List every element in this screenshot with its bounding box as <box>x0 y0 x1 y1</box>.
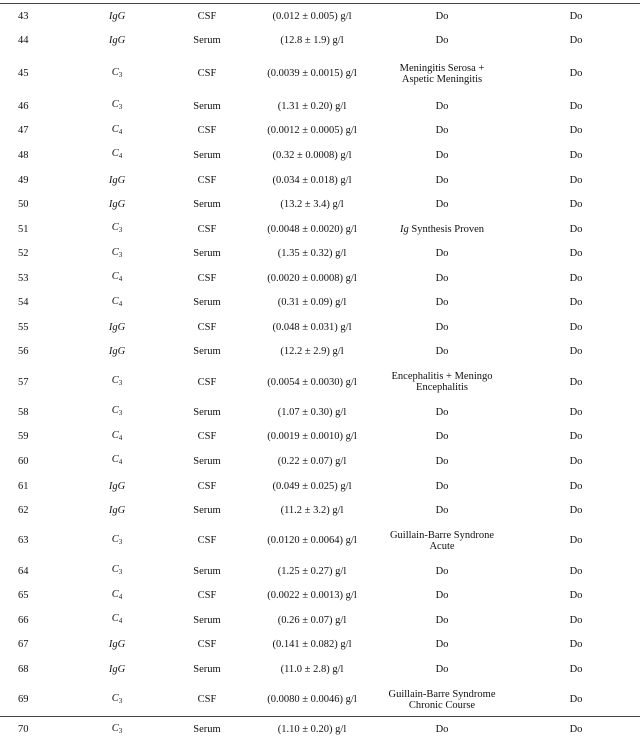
row-number: 68 <box>18 663 29 675</box>
table-row <box>0 632 640 657</box>
table-row <box>0 657 640 682</box>
table-row <box>0 168 640 193</box>
component-base: C <box>111 533 119 545</box>
component-subscript: 3 <box>118 70 123 79</box>
table-row <box>0 364 640 400</box>
component-subscript: 4 <box>118 433 123 442</box>
component-base: C <box>111 405 119 417</box>
concentration: (12.8 ± 1.9) g/l <box>280 35 344 47</box>
reference: Do <box>569 248 583 260</box>
row-number: 56 <box>18 346 29 358</box>
component-subscript: 4 <box>118 152 123 161</box>
diagnosis: Do <box>435 35 449 47</box>
concentration: (0.034 ± 0.018) g/l <box>272 174 352 186</box>
component-subscript: 4 <box>118 592 123 601</box>
table-row <box>0 4 640 29</box>
diagnosis: Meningitis Serosa + Aspetic Meningitis <box>399 62 485 85</box>
sample-type: CSF <box>197 639 217 651</box>
diagnosis: Do <box>435 321 449 333</box>
table-row <box>0 315 640 340</box>
sample-type: CSF <box>197 321 217 333</box>
row-number: 60 <box>18 455 29 467</box>
row-number: 47 <box>18 125 29 137</box>
component-subscript: 3 <box>118 226 123 235</box>
component-subscript: 3 <box>118 726 123 735</box>
component-subscript: 4 <box>118 127 123 136</box>
table-row <box>0 192 640 217</box>
row-number: 52 <box>18 248 29 260</box>
sample-type: CSF <box>197 590 217 602</box>
reference: Do <box>569 590 583 602</box>
component-subscript: 3 <box>118 103 123 112</box>
reference: Do <box>569 406 583 418</box>
sample-type: Serum <box>193 505 221 517</box>
sample-type: CSF <box>197 10 217 22</box>
table-row <box>0 94 640 119</box>
component: IgG <box>108 639 126 651</box>
row-number: 45 <box>18 68 29 80</box>
table-row <box>0 29 640 54</box>
component-subscript: 4 <box>118 617 123 626</box>
sample-type: CSF <box>197 125 217 137</box>
table-row <box>0 474 640 499</box>
sample-type: CSF <box>197 376 217 388</box>
component <box>72 53 162 94</box>
component-subscript: 4 <box>118 275 123 284</box>
diagnosis <box>372 217 512 242</box>
diagnosis: Do <box>435 248 449 260</box>
concentration: (0.0120 ± 0.0064) g/l <box>267 535 357 547</box>
diagnosis: Do <box>435 10 449 22</box>
table-row <box>0 266 640 291</box>
concentration: (0.0022 ± 0.0013) g/l <box>267 590 357 602</box>
table-row <box>0 425 640 450</box>
component: IgG <box>108 35 126 47</box>
component: IgG <box>108 10 126 22</box>
row-number: 54 <box>18 297 29 309</box>
concentration: (1.31 ± 0.20) g/l <box>277 100 347 112</box>
concentration: (1.10 ± 0.20) g/l <box>277 724 347 736</box>
row-number: 48 <box>18 149 29 161</box>
sample-type: Serum <box>193 455 221 467</box>
diagnosis: Do <box>435 590 449 602</box>
concentration: (0.0019 ± 0.0010) g/l <box>267 431 357 443</box>
row-number: 67 <box>18 639 29 651</box>
reference: Do <box>569 376 583 388</box>
concentration: (1.07 ± 0.30) g/l <box>277 406 347 418</box>
concentration: (0.012 ± 0.005) g/l <box>272 10 352 22</box>
component <box>72 400 162 425</box>
table-row <box>0 119 640 144</box>
table-row <box>0 217 640 242</box>
reference: Do <box>569 565 583 577</box>
component <box>72 682 162 718</box>
concentration: (11.2 ± 3.2) g/l <box>280 505 344 517</box>
row-number: 58 <box>18 406 29 418</box>
component <box>72 718 162 742</box>
concentration: (0.0020 ± 0.0008) g/l <box>267 272 357 284</box>
row-number: 44 <box>18 35 29 47</box>
component-base: C <box>111 148 119 160</box>
diagnosis: Do <box>435 614 449 626</box>
row-number: 43 <box>18 10 29 22</box>
component: IgG <box>108 174 126 186</box>
component-subscript: 3 <box>118 568 123 577</box>
table-row <box>0 53 640 94</box>
sample-type: Serum <box>193 199 221 211</box>
row-number: 51 <box>18 223 29 235</box>
concentration: (11.0 ± 2.8) g/l <box>280 663 344 675</box>
table-row <box>0 498 640 523</box>
diagnosis: Do <box>435 724 449 736</box>
diagnosis: Do <box>435 125 449 137</box>
component <box>72 425 162 450</box>
diagnosis: Do <box>435 199 449 211</box>
component <box>72 364 162 400</box>
diagnosis: Do <box>435 297 449 309</box>
component: IgG <box>108 480 126 492</box>
diagnosis: Do <box>435 406 449 418</box>
diagnosis: Do <box>435 149 449 161</box>
diagnosis: Do <box>435 565 449 577</box>
reference: Do <box>569 724 583 736</box>
component-base: C <box>111 99 119 111</box>
reference: Do <box>569 346 583 358</box>
reference: Do <box>569 321 583 333</box>
diagnosis: Do <box>435 272 449 284</box>
reference: Do <box>569 639 583 651</box>
row-number: 61 <box>18 480 29 492</box>
component <box>72 559 162 584</box>
component <box>72 583 162 608</box>
sample-type: Serum <box>193 149 221 161</box>
component <box>72 449 162 474</box>
sample-type: Serum <box>193 724 221 736</box>
row-number: 49 <box>18 174 29 186</box>
component: IgG <box>108 321 126 333</box>
component-base: C <box>111 613 119 625</box>
component-subscript: 3 <box>118 379 123 388</box>
component: IgG <box>108 199 126 211</box>
diagnosis: Do <box>435 505 449 517</box>
component <box>72 523 162 559</box>
concentration: (1.25 ± 0.27) g/l <box>277 565 347 577</box>
table-row <box>0 718 640 742</box>
row-number: 69 <box>18 694 29 706</box>
reference: Do <box>569 10 583 22</box>
reference: Do <box>569 614 583 626</box>
bottom-rule <box>0 716 640 717</box>
table-row <box>0 682 640 718</box>
sample-type: Serum <box>193 406 221 418</box>
reference: Do <box>569 455 583 467</box>
component: IgG <box>108 663 126 675</box>
component-base: C <box>111 271 119 283</box>
component-base: C <box>111 429 119 441</box>
reference: Do <box>569 199 583 211</box>
diagnosis: Do <box>435 663 449 675</box>
reference: Do <box>569 297 583 309</box>
concentration: (0.22 ± 0.07) g/l <box>277 455 347 467</box>
reference: Do <box>569 480 583 492</box>
component-subscript: 3 <box>118 696 123 705</box>
sample-type: Serum <box>193 614 221 626</box>
table-row <box>0 523 640 559</box>
diagnosis: Do <box>435 174 449 186</box>
sample-type: CSF <box>197 535 217 547</box>
component <box>72 217 162 242</box>
component <box>72 143 162 168</box>
component <box>72 241 162 266</box>
concentration: (0.26 ± 0.07) g/l <box>277 614 347 626</box>
row-number: 66 <box>18 614 29 626</box>
component-base: C <box>111 123 119 135</box>
row-number: 63 <box>18 535 29 547</box>
table-body <box>0 4 640 742</box>
concentration: (0.0012 ± 0.0005) g/l <box>267 125 357 137</box>
reference: Do <box>569 663 583 675</box>
component-subscript: 3 <box>118 537 123 546</box>
reference: Do <box>569 68 583 80</box>
component <box>72 290 162 315</box>
concentration: (0.049 ± 0.025) g/l <box>272 480 352 492</box>
table-row <box>0 290 640 315</box>
sample-type: CSF <box>197 223 217 235</box>
sample-type: Serum <box>193 565 221 577</box>
sample-type: CSF <box>197 480 217 492</box>
concentration: (0.0048 ± 0.0020) g/l <box>267 223 357 235</box>
table-row <box>0 449 640 474</box>
component-subscript: 3 <box>118 409 123 418</box>
diagnosis-text: Synthesis Proven <box>408 223 484 235</box>
component <box>72 94 162 119</box>
reference: Do <box>569 535 583 547</box>
diagnosis-ig: Ig <box>399 223 409 235</box>
component-base: C <box>111 564 119 576</box>
component: IgG <box>108 346 126 358</box>
reference: Do <box>569 431 583 443</box>
reference: Do <box>569 694 583 706</box>
component-base: C <box>111 588 119 600</box>
component-subscript: 4 <box>118 299 123 308</box>
diagnosis: Do <box>435 455 449 467</box>
diagnosis: Do <box>435 431 449 443</box>
component-base: C <box>111 222 119 234</box>
sample-type: CSF <box>197 272 217 284</box>
diagnosis: Encephalitis + Meningo Encephalitis <box>391 371 493 394</box>
component-subscript: 4 <box>118 458 123 467</box>
component-base: C <box>111 692 119 704</box>
concentration: (0.048 ± 0.031) g/l <box>272 321 352 333</box>
reference: Do <box>569 125 583 137</box>
sample-type: Serum <box>193 346 221 358</box>
concentration: (0.31 ± 0.09) g/l <box>277 297 347 309</box>
reference: Do <box>569 223 583 235</box>
sample-type: Serum <box>193 663 221 675</box>
sample-type: CSF <box>197 174 217 186</box>
reference: Do <box>569 272 583 284</box>
component-base: C <box>111 66 119 78</box>
diagnosis: Do <box>435 100 449 112</box>
row-number: 57 <box>18 376 29 388</box>
component <box>72 608 162 633</box>
reference: Do <box>569 174 583 186</box>
data-table <box>0 4 640 742</box>
diagnosis: Do <box>435 639 449 651</box>
table-row <box>0 608 640 633</box>
sample-type: CSF <box>197 431 217 443</box>
table-row <box>0 559 640 584</box>
row-number: 50 <box>18 199 29 211</box>
concentration: (12.2 ± 2.9) g/l <box>280 346 344 358</box>
table-row <box>0 400 640 425</box>
concentration: (0.0080 ± 0.0046) g/l <box>267 694 357 706</box>
diagnosis: Guillain-Barre Syndrone Acute <box>389 529 495 552</box>
sample-type: Serum <box>193 100 221 112</box>
component-subscript: 3 <box>118 250 123 259</box>
row-number: 46 <box>18 100 29 112</box>
component: IgG <box>108 505 126 517</box>
reference: Do <box>569 35 583 47</box>
sample-type: CSF <box>197 694 217 706</box>
concentration: (0.0039 ± 0.0015) g/l <box>267 68 357 80</box>
component-base: C <box>111 295 119 307</box>
concentration: (0.0054 ± 0.0030) g/l <box>267 376 357 388</box>
sample-type: Serum <box>193 248 221 260</box>
table-row <box>0 340 640 365</box>
diagnosis: Guillain-Barre Syndrome Chronic Course <box>388 688 496 711</box>
table-row <box>0 583 640 608</box>
component-base: C <box>111 375 119 387</box>
reference: Do <box>569 100 583 112</box>
component <box>72 119 162 144</box>
sample-type: CSF <box>197 68 217 80</box>
table-row <box>0 143 640 168</box>
row-number: 55 <box>18 321 29 333</box>
row-number: 53 <box>18 272 29 284</box>
sample-type: Serum <box>193 297 221 309</box>
row-number: 59 <box>18 431 29 443</box>
component-base: C <box>111 722 119 734</box>
row-number: 65 <box>18 590 29 602</box>
diagnosis: Do <box>435 480 449 492</box>
table-row <box>0 241 640 266</box>
concentration: (1.35 ± 0.32) g/l <box>277 248 347 260</box>
concentration: (13.2 ± 3.4) g/l <box>280 199 344 211</box>
component <box>72 266 162 291</box>
concentration: (0.141 ± 0.082) g/l <box>272 639 352 651</box>
row-number: 62 <box>18 505 29 517</box>
reference: Do <box>569 505 583 517</box>
concentration: (0.32 ± 0.0008) g/l <box>272 149 352 161</box>
row-number: 70 <box>18 724 29 736</box>
reference: Do <box>569 149 583 161</box>
row-number: 64 <box>18 565 29 577</box>
component-base: C <box>111 454 119 466</box>
diagnosis: Do <box>435 346 449 358</box>
component-base: C <box>111 246 119 258</box>
sample-type: Serum <box>193 35 221 47</box>
